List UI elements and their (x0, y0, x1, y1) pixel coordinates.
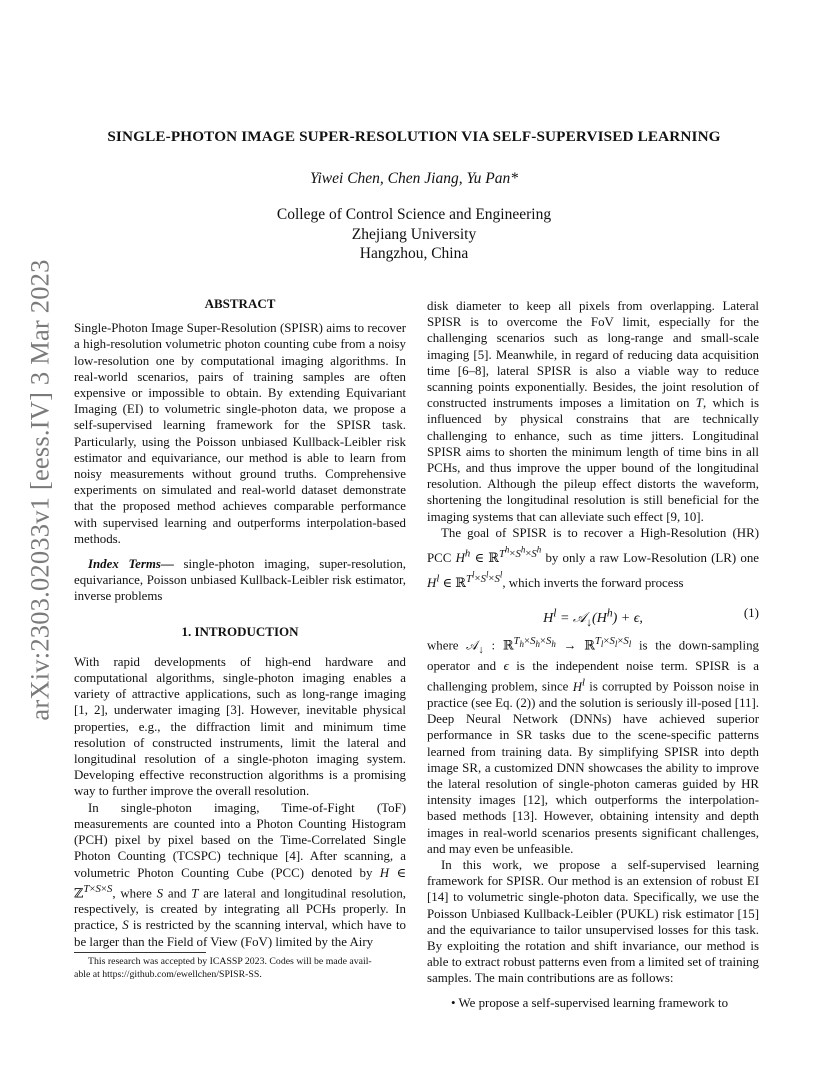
equation-1 (427, 599, 759, 627)
arxiv-identifier: arXiv:2303.02033v1 [eess.IV] 3 Mar 2023 (24, 259, 55, 721)
contribution-bullet: • We propose a self-supervised learning framework to (451, 995, 729, 1010)
abstract-heading: ABSTRACT (204, 296, 276, 311)
intro-paragraph-3: disk diameter to keep all pixels from overlapping. Lateral SPISR is to overcome the FoV limit, especially for the challenging scenarios such as long-range and small-scale imaging [5]. Meanwhile, in regard of reducing data acquisition time [6–8], lateral SPISR is also a viable way to reduce scanning points exponentially. Besides, the joint resolution of constructed instruments imposes a limitation on T, which is influenced by physical constrains that are technically challenging to enhance, such as time jitters. Longitudinal SPISR aims to shorten the minimum length of time bins in all PCHs, and thus improve the upper bound of the longitudinal resolution. Although the pileup effect distorts the waveform, shortening the longitudinal resolution is still beneficial for the imaging systems that can alleviate such effect [9, 10]. (427, 299, 759, 524)
equation-number: (1) (743, 605, 759, 621)
right-column (427, 298, 759, 1011)
index-terms (74, 556, 406, 605)
footnote-line: able at https://github.com/ewellchen/SPISR-SS. (74, 969, 262, 980)
left-column (74, 296, 406, 950)
intro-paragraph-5: where 𝒜$_↓$ : ℝ$^{T_h\times S_h\times S_h}$ → ℝ$^{T_l\times S_l\times S_l}$ is the down-sampling operator and ϵ is the independent noise term. SPISR is a challenging problem, since $H^l$ is corrupted by Poisson noise in practice (see Eq. (2)) and the solution is seriously ill-posed [11]. Deep Neural Network (DNNs) have achieved superior performance in SR tasks due to the scene-specific patterns learned from training data. By simplifying SPISR into depth image SR, a customized DNN showcases the ability to improve the lateral resolution of single-photon cameras guided by HR intensity images [12], which outperforms the interpolation-based methods [13]. However, obtaining intensity and depth images in real-world scenarios presents significant challenges, and may even be unfeasible. (427, 635, 759, 856)
index-terms-label: Index Terms— (88, 557, 174, 572)
paper-title: SINGLE-PHOTON IMAGE SUPER-RESOLUTION VIA SELF-SUPERVISED LEARNING (107, 128, 721, 145)
paper-authors: Yiwei Chen, Chen Jiang, Yu Pan* (310, 170, 518, 187)
index-terms-text: single-photon imaging, super-resolution, equivariance, Poisson unbiased Kullback-Leibler risk estimator, inverse problems (74, 557, 406, 604)
footnote (74, 955, 406, 981)
intro-paragraph-2: In single-photon imaging, Time-of-Fight (ToF) measurements are counted into a Photon Counting Histogram (PCH) pixel by pixel based on the Time-Correlated Single Photon Counting (TCSPC) technique [4]. After scanning, a volumetric Photon Counting Cube (PCC) denoted by H ∈ ℤ$^{T\times S\times S}$, where S and T are lateral and longitudinal resolution, respectively, is created by integrating all PCHs properly. In practice, S is restricted by the scanning interval, which have to be larger than the Field of View (FoV) limited by the Airy (74, 800, 407, 949)
affiliation-line: Hangzhou, China (359, 245, 469, 263)
footnote-line: This research was accepted by ICASSP 2023. Codes will be made avail- (88, 956, 372, 967)
equation-body: $H^l$ = $𝒜_↓(H^h) + \epsilon$, (543, 606, 643, 629)
arxiv-sidebar (20, 259, 60, 721)
affiliation-line: Zhejiang University (351, 225, 477, 243)
intro-paragraph-4: The goal of SPISR is to recover a High-Resolution (HR) PCC $H^h$ ∈ ℝ$^{T^h\times S^h\times S^h}$ by only a raw Low-Resolution (LR) one $H^l$ ∈ ℝ$^{T^l\times S^l\times S^l}$, which inverts the forward process (427, 525, 759, 590)
affiliation (0, 205, 828, 264)
intro-paragraph-6: In this work, we propose a self-supervised learning framework for SPISR. Our method is an extension of robust EI [14] to volumetric single-photon data. Specifically, we use the Poisson Unbiased Kullback-Leibler (PUKL) risk estimator [15] and the equivariance to tailor unsupervised losses for this task. By exploiting the rotation and shift invariance, our method is able to extract robust patterns even from a limited set of training samples. The main contributions are as follows: (427, 858, 759, 986)
affiliation-line: College of Control Science and Engineering (276, 206, 552, 223)
footnote-rule (74, 952, 206, 953)
intro-heading: 1. INTRODUCTION (181, 623, 299, 639)
intro-paragraph-1: With rapid developments of high-end hardware and computational algorithms, single-photon imaging enables a variety of attractive applications, such as long-range imaging [1, 2], underwater imaging [3]. However, inevitable physical properties, e.g., the diffraction limit and minimum time resolution of constructed instruments, limit the lateral and longitudinal resolution of a single-photon imaging system. Developing effective reconstruction algorithms is a promising way to further improve the overall resolution. (74, 654, 406, 799)
abstract-text: Single-Photon Image Super-Resolution (SPISR) aims to recover a high-resolution volumetric photon counting cube from a noisy low-resolution one by computational imaging algorithms. In real-world scenarios, pairs of training samples are often expensive or impossible to obtain. By extending Equivariant Imaging (EI) to volumetric single-photon data, we propose a self-supervised learning framework for the SPISR task. Particularly, using the Poisson unbiased Kullback-Leibler risk estimator and equivariance, our method is able to learn from noisy measurements without ground truths. Comprehensive experiments on simulated and real-world dataset demonstrate that the proposed method achieves comparable performance with supervised learning and outperforms interpolation-based methods. (74, 321, 406, 546)
